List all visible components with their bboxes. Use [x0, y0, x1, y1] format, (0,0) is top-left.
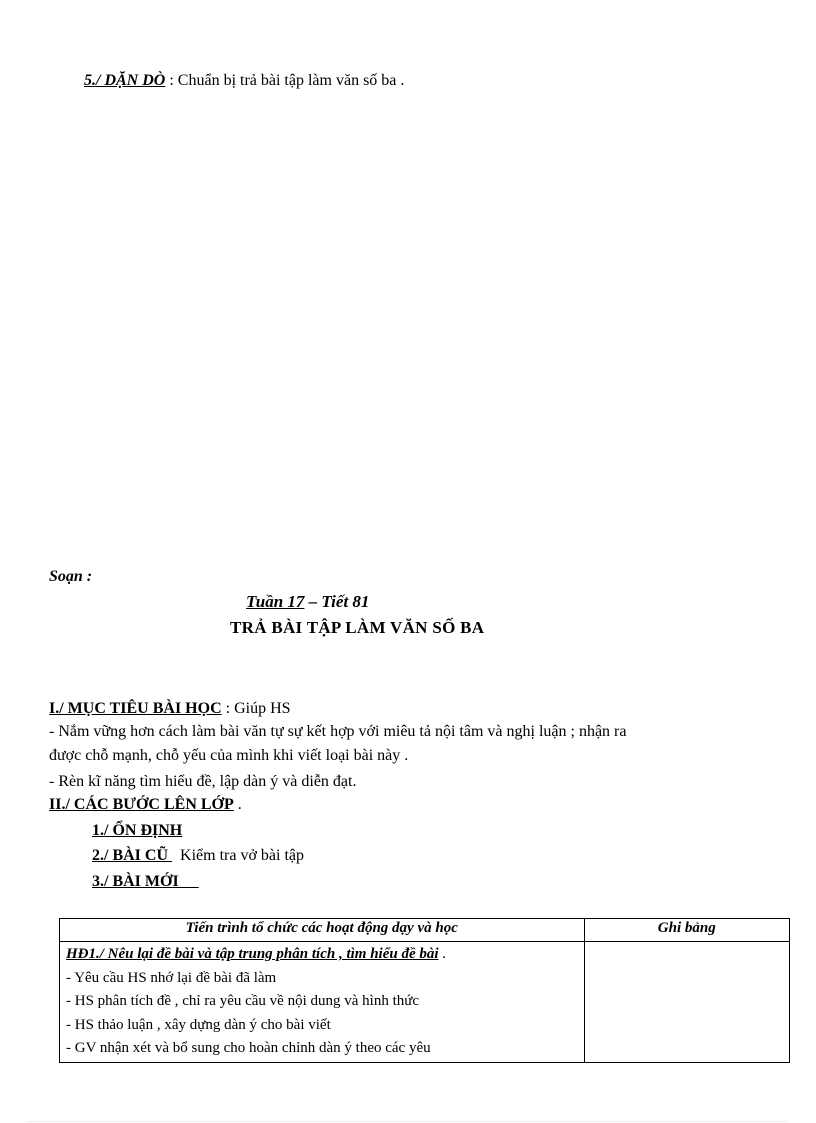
steps-heading: II./ CÁC BƯỚC LÊN LỚP	[49, 796, 234, 813]
board-notes-cell	[584, 942, 789, 1063]
table-header-row	[60, 919, 790, 942]
step-old-lesson-text: Kiểm tra vở bài tập	[172, 847, 304, 864]
objective-line-3: - Rèn kĩ năng tìm hiểu đề, lập dàn ý và diễn đạt.	[49, 773, 357, 790]
step-new-lesson: 3./ BÀI MỚI	[92, 873, 199, 890]
step-old-lesson	[92, 847, 304, 865]
homework-section	[84, 72, 404, 90]
homework-text: : Chuẩn bị trả bài tập làm văn số ba .	[169, 72, 405, 89]
activity-line-4: - GV nhận xét và bổ sung cho hoàn chỉnh dàn ý theo các yêu	[66, 1040, 431, 1056]
objective-line-1: - Nắm vững hơn cách làm bài văn tự sự kết hợp với miêu tả nội tâm và nghị luận ; nhận ra	[49, 723, 627, 740]
objectives-suffix: : Giúp HS	[221, 700, 291, 717]
header-activities: Tiến trình tổ chức các hoạt động dạy và học	[60, 919, 585, 942]
hd1-title-line	[66, 943, 578, 967]
hd1-title: HĐ1./ Nêu lại đề bài và tập trung phân tích , tìm hiểu đề bài	[66, 946, 439, 962]
step-stabilize: 1./ ỔN ĐỊNH	[92, 822, 183, 839]
period-label: – Tiết 81	[304, 592, 370, 611]
table-row	[60, 942, 790, 1063]
objective-line-2: được chỗ mạnh, chỗ yếu của mình khi viết loại bài này .	[49, 747, 409, 764]
week-label: Tuần 17	[246, 592, 305, 611]
activities-cell	[60, 942, 585, 1063]
lesson-title: TRẢ BÀI TẬP LÀM VĂN SỐ BA	[230, 618, 485, 637]
objectives-heading: I./ MỤC TIÊU BÀI HỌC	[49, 700, 222, 717]
week-lesson-line	[246, 592, 369, 612]
homework-heading: 5./ DẶN DÒ	[84, 72, 166, 89]
header-board-notes: Ghi bảng	[584, 919, 789, 942]
activity-line-1: - Yêu cầu HS nhớ lại đề bài đã làm	[66, 969, 277, 986]
steps-suffix: .	[233, 796, 242, 813]
page-bottom-rule	[28, 1121, 788, 1122]
hd1-suffix: .	[438, 946, 447, 962]
step-old-lesson-label: 2./ BÀI CŨ	[92, 847, 173, 864]
prepared-date-label: Soạn :	[49, 568, 93, 585]
steps-heading-line	[49, 796, 242, 814]
lesson-activities-table	[59, 918, 790, 1063]
objectives-heading-line	[49, 700, 291, 718]
activity-line-2: - HS phân tích đề , chỉ ra yêu cầu về nội dung và hình thức	[66, 993, 420, 1009]
activity-line-3: - HS thảo luận , xây dựng dàn ý cho bài viết	[66, 1016, 331, 1033]
